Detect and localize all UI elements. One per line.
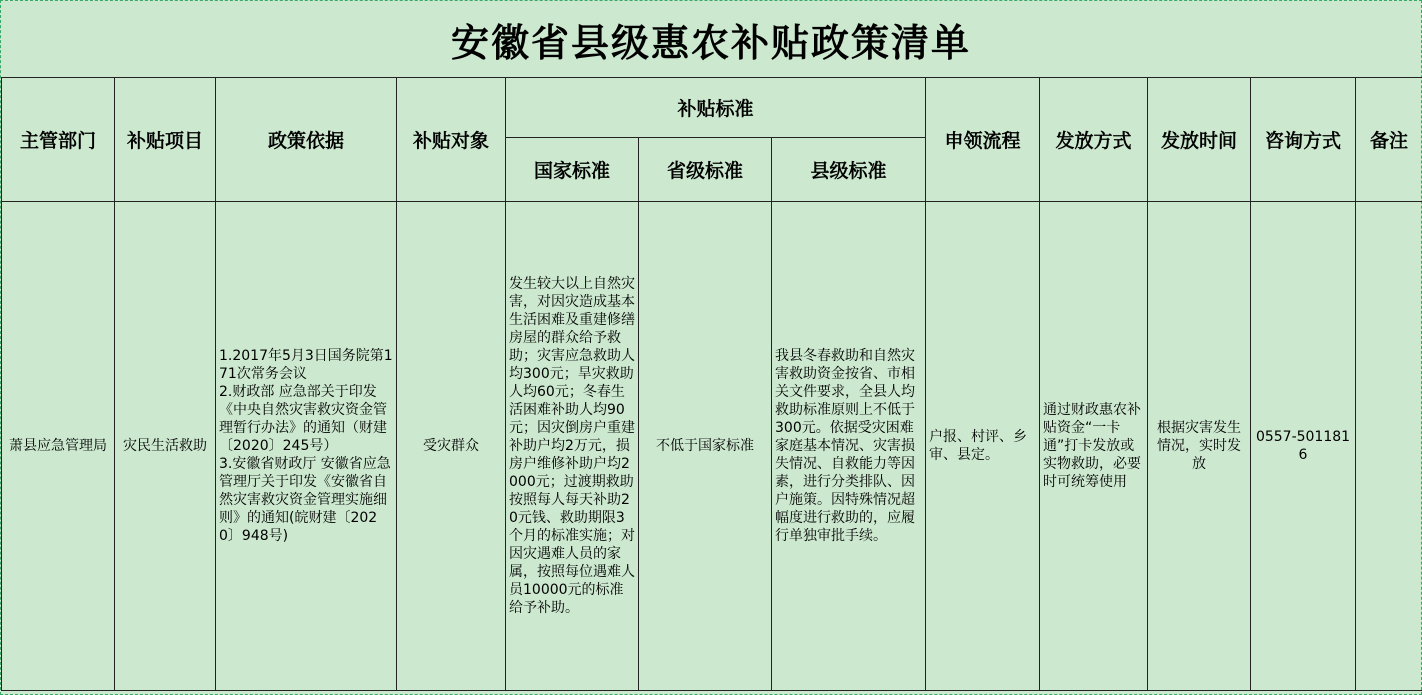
- header-standard[interactable]: 补贴标准: [506, 78, 926, 138]
- header-basis[interactable]: 政策依据: [216, 78, 397, 202]
- header-item[interactable]: 补贴项目: [115, 78, 216, 202]
- cell-national[interactable]: 发生较大以上自然灾害，对因灾造成基本生活困难及重建修缮房屋的群众给予救助；灾害应急救助人均300元；旱灾救助人均60元；冬春生活困难补助人均90元；因灾倒房户重建补助户均2万元，损房户维修补助户均2000元；过渡期救助按照每人每天补助20元钱、救助期限3个月的标准实施；对因灾遇难人员的家属，按照每位遇难人员10000元的标准给予补助。: [506, 202, 639, 691]
- cell-county[interactable]: 我县冬春救助和自然灾害救助资金按省、市相关文件要求，全县人均救助标准原则上不低于300元。依据受灾困难家庭基本情况、灾害损失情况、自救能力等因素，进行分类排队、因户施策。因特殊情况超幅度进行救助的，应履行单独审批手续。: [772, 202, 926, 691]
- cell-method[interactable]: 通过财政惠农补贴资金“一卡通”打卡发放或实物救助，必要时可统筹使用: [1040, 202, 1148, 691]
- cell-provincial[interactable]: 不低于国家标准: [639, 202, 772, 691]
- cell-target[interactable]: 受灾群众: [397, 202, 506, 691]
- policy-table: [1, 77, 1422, 691]
- table-row: [2, 202, 1422, 691]
- header-target[interactable]: 补贴对象: [397, 78, 506, 202]
- cell-item[interactable]: 灾民生活救助: [115, 202, 216, 691]
- header-time[interactable]: 发放时间: [1148, 78, 1251, 202]
- header-row-1: [2, 78, 1422, 138]
- cell-time[interactable]: 根据灾害发生情况，实时发放: [1148, 202, 1251, 691]
- header-provincial[interactable]: 省级标准: [639, 138, 772, 202]
- header-remark[interactable]: 备注: [1356, 78, 1422, 202]
- cell-basis[interactable]: 1.2017年5月3日国务院第171次常务会议 2.财政部 应急部关于印发《中央自然灾害救灾资金管理暂行办法》的通知（财建〔2020〕245号） 3.安徽省财政厅 安徽省应急管理厅关于印发《安徽省自然灾害救灾资金管理实施细则》的通知(皖财建〔2020〕948号): [216, 202, 397, 691]
- header-contact[interactable]: 咨询方式: [1251, 78, 1356, 202]
- cell-dept[interactable]: 萧县应急管理局: [2, 202, 115, 691]
- cell-process[interactable]: 户报、村评、乡审、县定。: [926, 202, 1040, 691]
- header-method[interactable]: 发放方式: [1040, 78, 1148, 202]
- header-county[interactable]: 县级标准: [772, 138, 926, 202]
- header-dept[interactable]: 主管部门: [2, 78, 115, 202]
- header-national[interactable]: 国家标准: [506, 138, 639, 202]
- sheet-title: 安徽省县级惠农补贴政策清单: [1, 1, 1421, 78]
- header-process[interactable]: 申领流程: [926, 78, 1040, 202]
- cell-contact[interactable]: 0557-5011816: [1251, 202, 1356, 691]
- cell-remark[interactable]: [1356, 202, 1422, 691]
